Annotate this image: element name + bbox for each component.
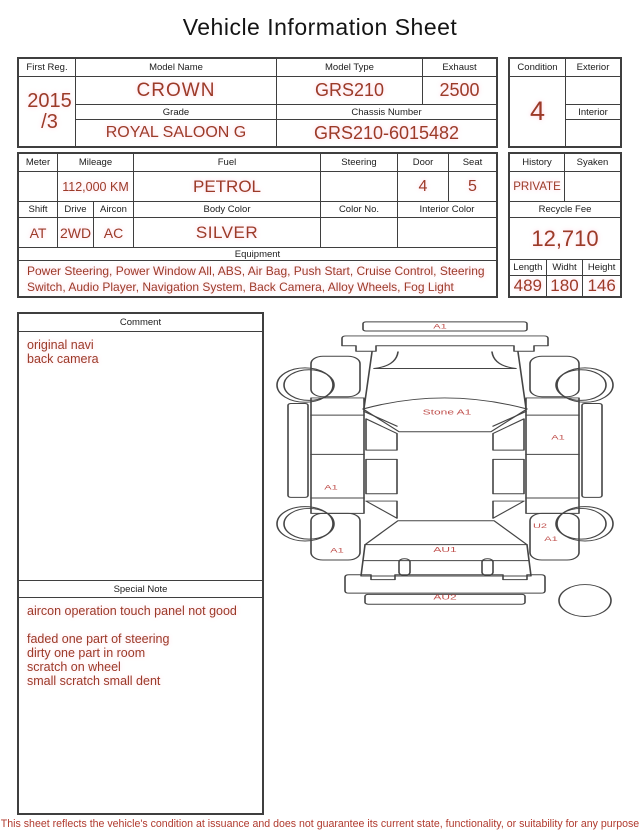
rear-left-wheel-inner: [284, 508, 334, 539]
left-center-panel-mid: [366, 459, 397, 493]
damage-code-right-door: A1: [551, 433, 565, 442]
right-pillar-diagonal: [493, 411, 526, 426]
steering-value: [321, 172, 398, 202]
equipment-label: Equipment: [19, 248, 496, 261]
color-no-value: [321, 218, 398, 248]
special-note-header: Special Note: [19, 580, 262, 598]
special-note-line: dirty one part in room: [27, 645, 146, 660]
page-title: Vehicle Information Sheet: [182, 14, 458, 40]
equipment-value: Power Steering, Power Window All, ABS, Air Bag, Push Start, Cruise Control, Steering Switch, Audio Player, Navigation System, Back Camera, Alloy Wheels, Fog Light: [27, 264, 485, 294]
damage-code-right-quarter-a1: A1: [544, 535, 558, 543]
front-bumper-part: [342, 336, 548, 351]
interior-color-label: Interior Color: [398, 202, 496, 218]
damage-code-rear-bumper: AU2: [433, 593, 457, 602]
specs-table: [17, 152, 498, 298]
exterior-value: [566, 77, 620, 105]
first-reg-value: [19, 77, 76, 146]
grade-label: Grade: [76, 105, 277, 120]
left-pillar-diagonal: [364, 411, 397, 426]
steering-label: Steering: [321, 154, 398, 172]
body-color-label: Body Color: [134, 202, 321, 218]
right-taillight-slot: [482, 559, 493, 576]
exhaust-value: 2500: [423, 77, 496, 105]
exhaust-label: Exhaust: [423, 59, 496, 77]
model-name-value: CROWN: [76, 77, 277, 105]
damage-code-windshield: Stone A1: [422, 408, 472, 417]
spare-tire: [559, 585, 611, 617]
aircon-value: AC: [94, 218, 134, 248]
first-reg-month: /3: [41, 110, 58, 133]
interior-value: [566, 120, 620, 146]
comment-line: original navi: [27, 338, 94, 352]
exterior-label: Exterior: [566, 59, 620, 77]
condition-value: 4: [510, 77, 566, 146]
special-note-body: [19, 598, 262, 813]
damage-code-right-quarter-u2: U2: [532, 522, 548, 530]
body-color-value: SILVER: [134, 218, 321, 248]
model-type-label: Model Type: [277, 59, 423, 77]
damage-code-left-quarter: A1: [330, 546, 344, 555]
comment-body: [19, 332, 262, 580]
width-label: Widht: [547, 260, 584, 276]
model-name-label: Model Name: [76, 59, 277, 77]
comment-header: Comment: [19, 314, 262, 332]
fuel-label: Fuel: [134, 154, 321, 172]
shift-label: Shift: [19, 202, 58, 218]
interior-label: Interior: [566, 105, 620, 120]
mileage-label: Mileage: [58, 154, 134, 172]
recycle-fee-label: Recycle Fee: [510, 202, 620, 218]
car-damage-diagram: [270, 312, 640, 808]
registration-table: [17, 57, 498, 148]
color-no-label: Color No.: [321, 202, 398, 218]
car-top-view: [270, 312, 640, 808]
front-left-fender-part: [311, 356, 360, 397]
syaken-label: Syaken: [565, 154, 620, 172]
damage-code-trunk: AU1: [433, 546, 457, 555]
history-dimensions-table: [508, 152, 622, 298]
shift-value: AT: [19, 218, 58, 248]
meter-label: Meter: [19, 154, 58, 172]
special-note-line: [27, 618, 254, 632]
model-type-value: GRS210: [277, 77, 423, 105]
history-label: History: [510, 154, 565, 172]
front-right-fender-part: [530, 356, 579, 397]
damage-code-left-door: A1: [324, 483, 338, 491]
door-label: Door: [398, 154, 449, 172]
drive-value: 2WD: [58, 218, 94, 248]
comment-panel: [17, 312, 264, 815]
seat-label: Seat: [449, 154, 496, 172]
recycle-fee-value: 12,710: [510, 218, 620, 260]
special-note-line: scratch on wheel: [27, 659, 121, 674]
rear-right-wheel-inner: [556, 508, 606, 539]
fuel-value: PETROL: [134, 172, 321, 202]
cowl-arcs: [374, 352, 516, 369]
disclaimer-text: This sheet reflects the vehicle's condition at issuance and does not guarantee its current state, functionality, or suitability for any purpose: [0, 818, 640, 830]
front-left-wheel-inner: [284, 370, 334, 401]
chassis-label: Chassis Number: [277, 105, 496, 120]
trunk-lid-part: [365, 521, 527, 545]
right-center-panel-mid: [493, 459, 524, 493]
chassis-value: GRS210-6015482: [313, 122, 460, 143]
door-divider-lines: [311, 415, 579, 498]
aircon-label: Aircon: [94, 202, 134, 218]
left-rear-window-wedge: [366, 501, 397, 518]
left-taillight-slot: [399, 559, 410, 576]
right-rear-window-wedge: [493, 501, 524, 518]
first-reg-year: 2015: [27, 90, 72, 113]
height-value: 146: [587, 276, 616, 295]
seat-value: 5: [449, 172, 496, 202]
left-rocker-part: [288, 403, 308, 497]
front-right-wheel-inner: [556, 370, 606, 401]
condition-label: Condition: [510, 59, 566, 77]
first-reg-label: First Reg.: [19, 59, 76, 77]
door-value: 4: [398, 172, 449, 202]
length-value: 489: [510, 276, 547, 296]
interior-color-value: [398, 218, 496, 248]
rear-bumper-part: [345, 575, 545, 593]
meter-value: [19, 172, 58, 202]
drive-label: Drive: [58, 202, 94, 218]
height-label: Height: [583, 260, 620, 276]
special-note-line: aircon operation touch panel not good: [27, 604, 237, 618]
right-rocker-part: [582, 403, 602, 497]
grade-value: ROYAL SALOON G: [76, 120, 277, 146]
length-label: Length: [510, 260, 547, 276]
damage-code-front: A1: [433, 322, 447, 331]
mileage-value: 112,000 KM: [58, 172, 134, 202]
hood-side-lines: [364, 352, 526, 408]
special-note-line: faded one part of steering: [27, 631, 170, 646]
comment-line: back camera: [27, 352, 99, 366]
history-value: PRIVATE: [510, 172, 565, 202]
condition-table: [508, 57, 622, 148]
special-note-line: small scratch small dent: [27, 673, 161, 688]
syaken-value: [565, 172, 620, 202]
width-value: 180: [547, 276, 584, 296]
